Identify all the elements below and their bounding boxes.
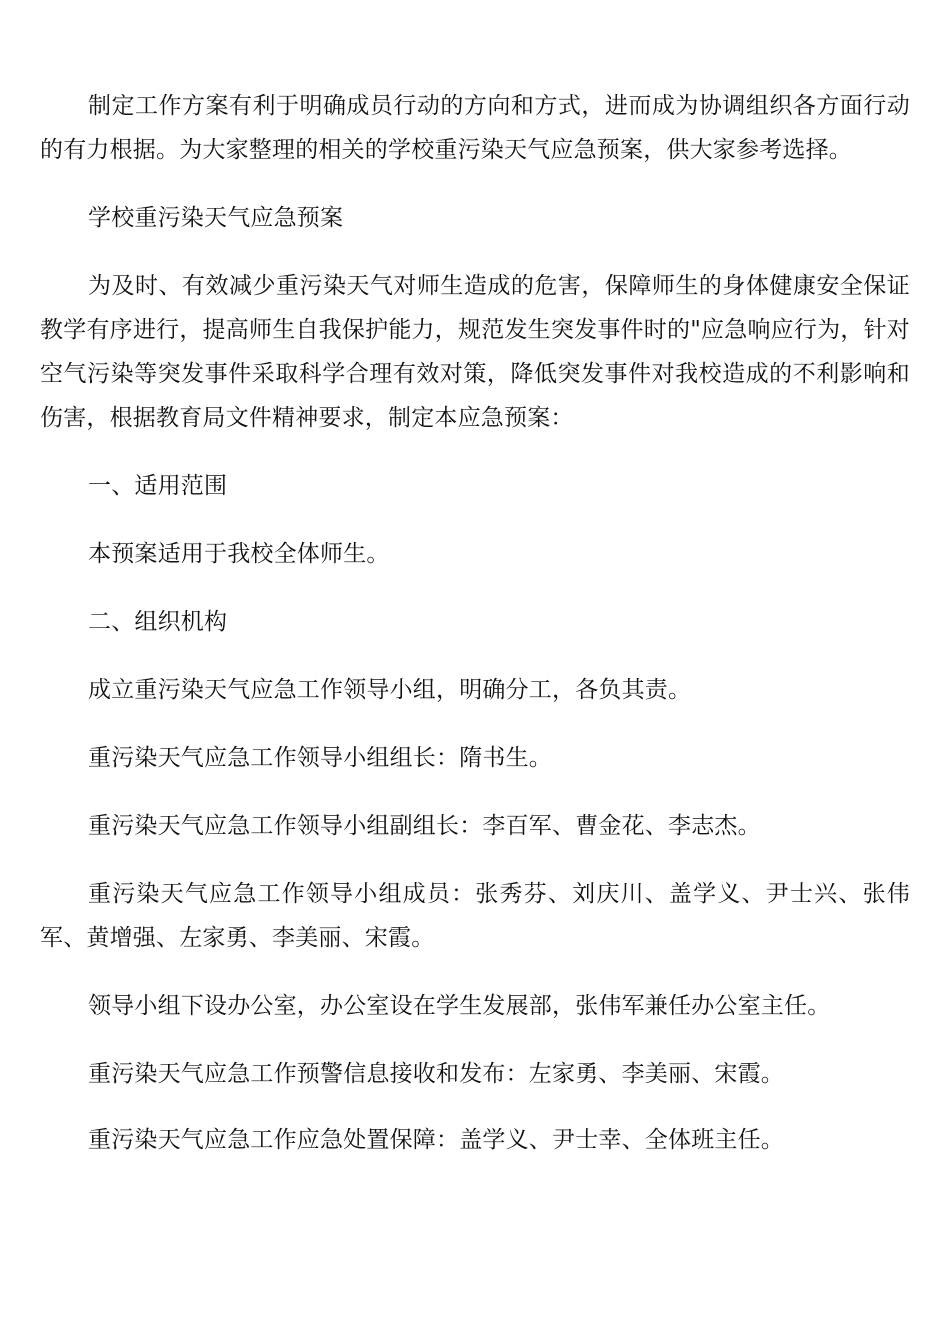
leader-paragraph: 重污染天气应急工作领导小组组长：隋书生。 (88, 745, 552, 771)
section-heading-organization: 二、组织机构 (88, 609, 228, 635)
section-heading-scope: 一、适用范围 (88, 473, 228, 499)
intro-paragraph: 制定工作方案有利于明确成员行动的方向和方式，进而成为协调组织各方面行动的有力根据。为大家整理的相关的学校重污染天气应急预案，供大家参考选择。 (40, 93, 910, 163)
document-page (40, 84, 910, 1162)
deputy-leader-paragraph: 重污染天气应急工作领导小组副组长：李百军、曹金花、李志杰。 (88, 813, 761, 839)
organization-paragraph: 成立重污染天气应急工作领导小组，明确分工，各负其责。 (88, 677, 692, 703)
response-support-paragraph: 重污染天气应急工作应急处置保障：盖学义、尹士幸、全体班主任。 (88, 1127, 784, 1153)
members-paragraph: 重污染天气应急工作领导小组成员：张秀芬、刘庆川、盖学义、尹士兴、张伟军、黄增强、左家勇、李美丽、宋霞。 (40, 881, 910, 951)
purpose-paragraph: 为及时、有效减少重污染天气对师生造成的危害，保障师生的身体健康安全保证教学有序进行，提高师生自我保护能力，规范发生突发事件时的"应急响应行为，针对空气污染等突发事件采取科学合理有效对策，降低突发事件对我校造成的不利影响和伤害，根据教育局文件精神要求，制定本应急预案： (40, 273, 910, 431)
document-title: 学校重污染天气应急预案 (88, 205, 344, 231)
office-paragraph: 领导小组下设办公室，办公室设在学生发展部，张伟军兼任办公室主任。 (88, 993, 831, 1019)
scope-paragraph: 本预案适用于我校全体师生。 (88, 541, 390, 567)
warning-info-paragraph: 重污染天气应急工作预警信息接收和发布：左家勇、李美丽、宋霞。 (88, 1061, 784, 1087)
